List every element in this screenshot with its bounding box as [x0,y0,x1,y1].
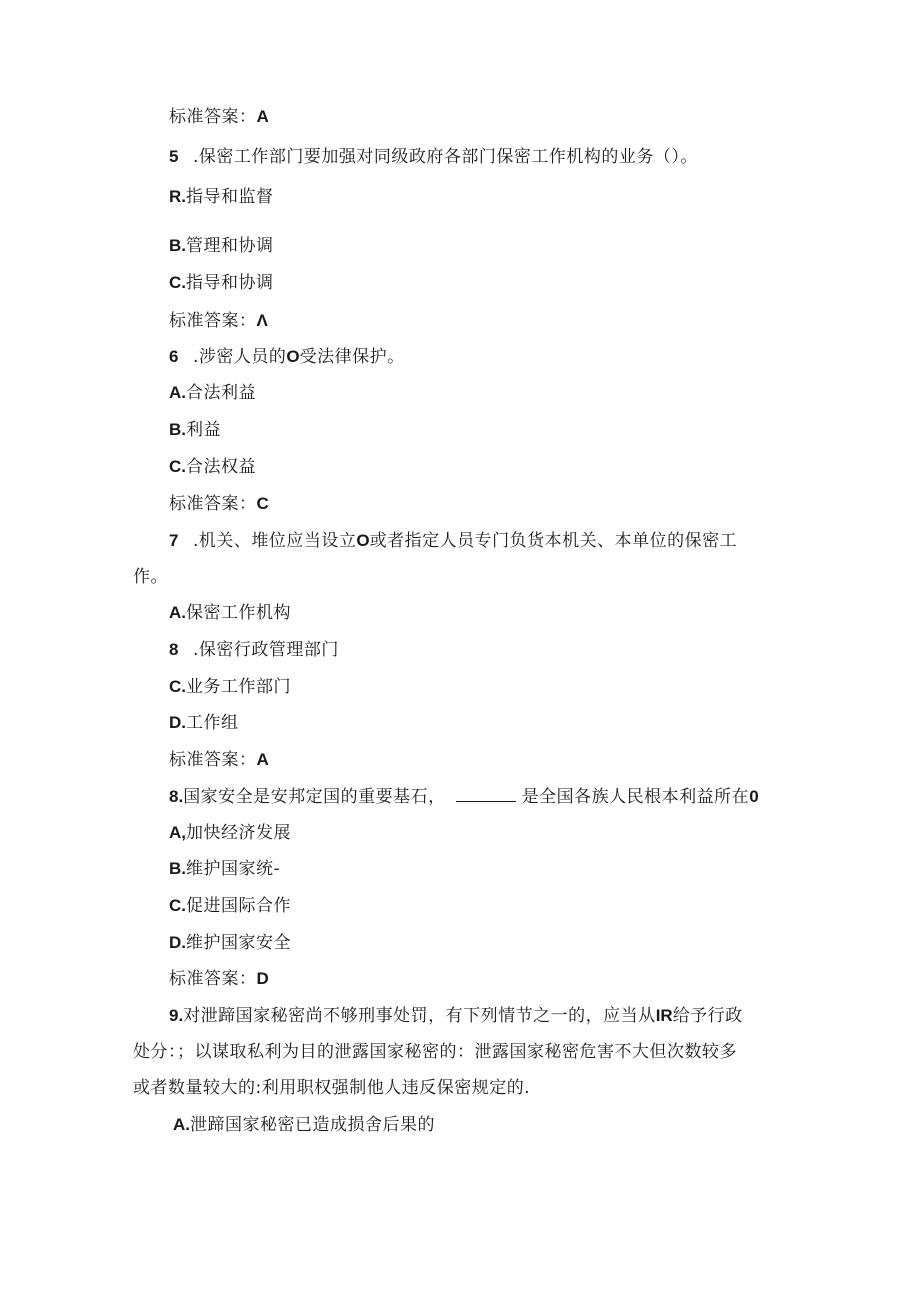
option-c: C.业务工作部门 [169,677,291,697]
fill-in-blank [456,787,516,802]
option-b: B.利益 [169,420,221,440]
question-7: 7 .机关、堆位应当设立O或者指定人员专门负货本机关、本单位的保密工 [169,531,738,551]
answer-line: 标准答案：Λ [169,311,268,331]
answer-line: 标准答案：A [169,107,269,127]
option-c: C.指导和协调 [169,273,274,293]
question-8: 8.国家安全是安邦定国的重要基石， 是全国各族人民根本利益所在0 [169,787,759,807]
answer-line: 标准答案：A [169,750,269,770]
question-9-continued: 或者数量较大的:利用职权强制他人违反保密规定的. [133,1078,531,1098]
option-r: R.指导和监督 [169,187,274,207]
option-b: B.维护国家统- [169,859,281,879]
answer-line: 标准答案：D [169,969,269,989]
option-b: B.管理和协调 [169,236,274,256]
option-a: A.泄蹄国家秘密已造成损舍后果的 [173,1115,435,1135]
option-d: D.工作组 [169,713,239,733]
option-8: 8 .保密行政管理部门 [169,640,339,660]
answer-line: 标准答案：C [169,494,269,514]
option-c: C.促进国际合作 [169,896,291,916]
option-a: A.保密工作机构 [169,603,291,623]
option-a: A,加快经济发展 [169,823,291,843]
question-6: 6 .涉密人员的O受法律保护。 [169,347,405,367]
option-a: A.合法利益 [169,383,256,403]
question-5: 5 .保密工作部门要加强对同级政府各部门保密工作机构的业务（）。 [169,147,698,167]
question-7-continued: 作。 [133,567,168,587]
question-9: 9.对泄蹄国家秘密尚不够刑事处罚，有下列情节之一的，应当从IR给予行政 [169,1006,743,1026]
option-c: C.合法权益 [169,457,256,477]
option-d: D.维护国家安全 [169,933,291,953]
question-9-continued: 处分：；以谋取私利为目的泄露国家秘密的：泄露国家秘密危害不大但次数较多 [133,1042,737,1062]
